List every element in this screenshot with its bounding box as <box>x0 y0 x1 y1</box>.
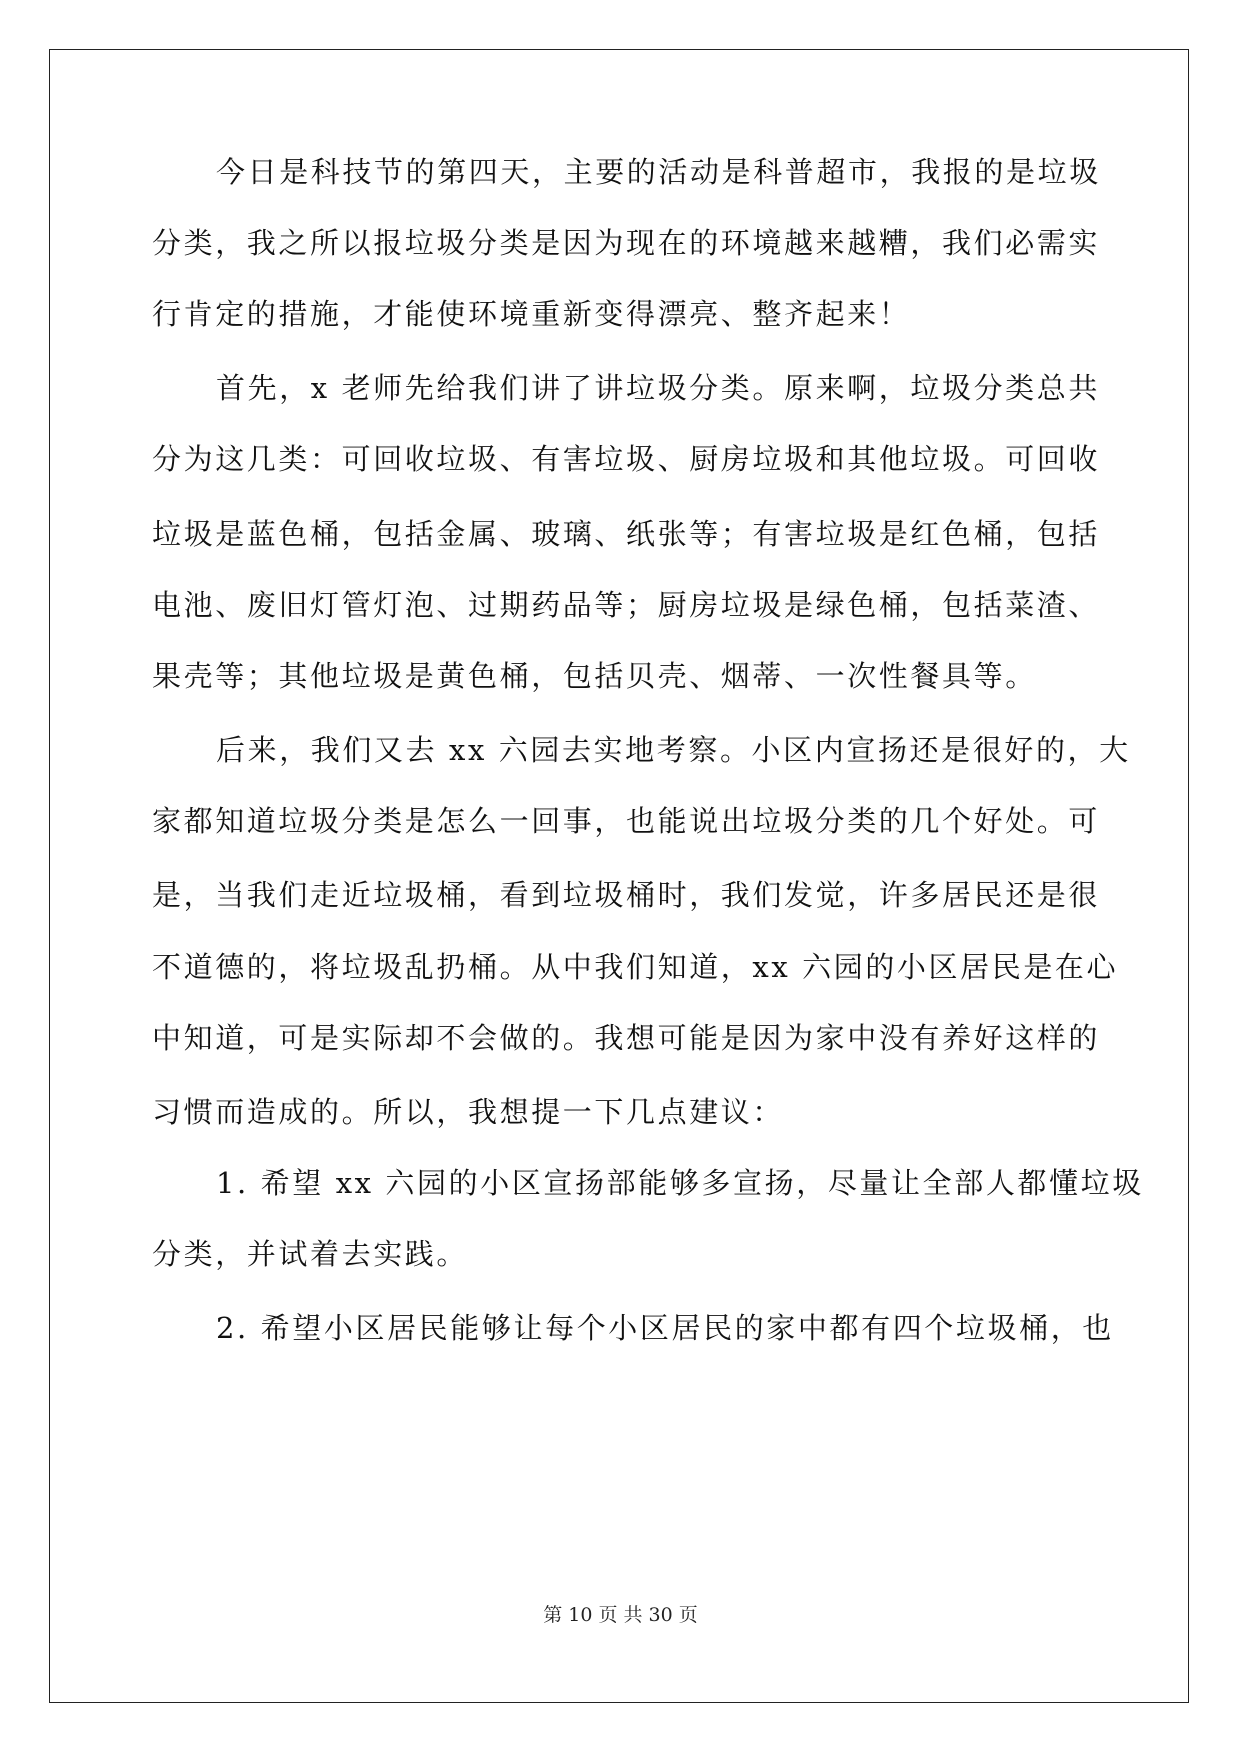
text-line: 是，当我们走近垃圾桶，看到垃圾桶时，我们发觉，许多居民还是很 <box>152 878 1101 912</box>
text-line: 分类，我之所以报垃圾分类是因为现在的环境越来越糟，我们必需实 <box>152 226 1101 260</box>
text-line: 2. 希望小区居民能够让每个小区居民的家中都有四个垃圾桶，也 <box>216 1311 1114 1345</box>
text-line: 垃圾是蓝色桶，包括金属、玻璃、纸张等；有害垃圾是红色桶，包括 <box>152 517 1101 551</box>
page-number-footer: 第 10 页 共 30 页 <box>543 1604 698 1626</box>
text-line: 果壳等；其他垃圾是黄色桶，包括贝壳、烟蒂、一次性餐具等。 <box>152 659 1037 693</box>
text-line: 今日是科技节的第四天，主要的活动是科普超市，我报的是垃圾 <box>216 155 1101 189</box>
text-line: 1. 希望 xx 六园的小区宣扬部能够多宣扬，尽量让全部人都懂垃圾 <box>216 1166 1144 1200</box>
text-line: 电池、废旧灯管灯泡、过期药品等；厨房垃圾是绿色桶，包括菜渣、 <box>152 588 1101 622</box>
text-line: 习惯而造成的。所以，我想提一下几点建议： <box>152 1095 785 1129</box>
text-line: 后来，我们又去 xx 六园去实地考察。小区内宣扬还是很好的，大 <box>216 733 1131 767</box>
text-line: 分为这几类：可回收垃圾、有害垃圾、厨房垃圾和其他垃圾。可回收 <box>152 442 1101 476</box>
text-line: 不道德的，将垃圾乱扔桶。从中我们知道，xx 六园的小区居民是在心 <box>152 950 1119 984</box>
text-line: 行肯定的措施，才能使环境重新变得漂亮、整齐起来！ <box>152 297 911 331</box>
text-line: 分类，并试着去实践。 <box>152 1237 469 1271</box>
text-line: 中知道，可是实际却不会做的。我想可能是因为家中没有养好这样的 <box>152 1021 1101 1055</box>
text-line: 首先，x 老师先给我们讲了讲垃圾分类。原来啊，垃圾分类总共 <box>216 371 1100 405</box>
text-line: 家都知道垃圾分类是怎么一回事，也能说出垃圾分类的几个好处。可 <box>152 804 1101 838</box>
